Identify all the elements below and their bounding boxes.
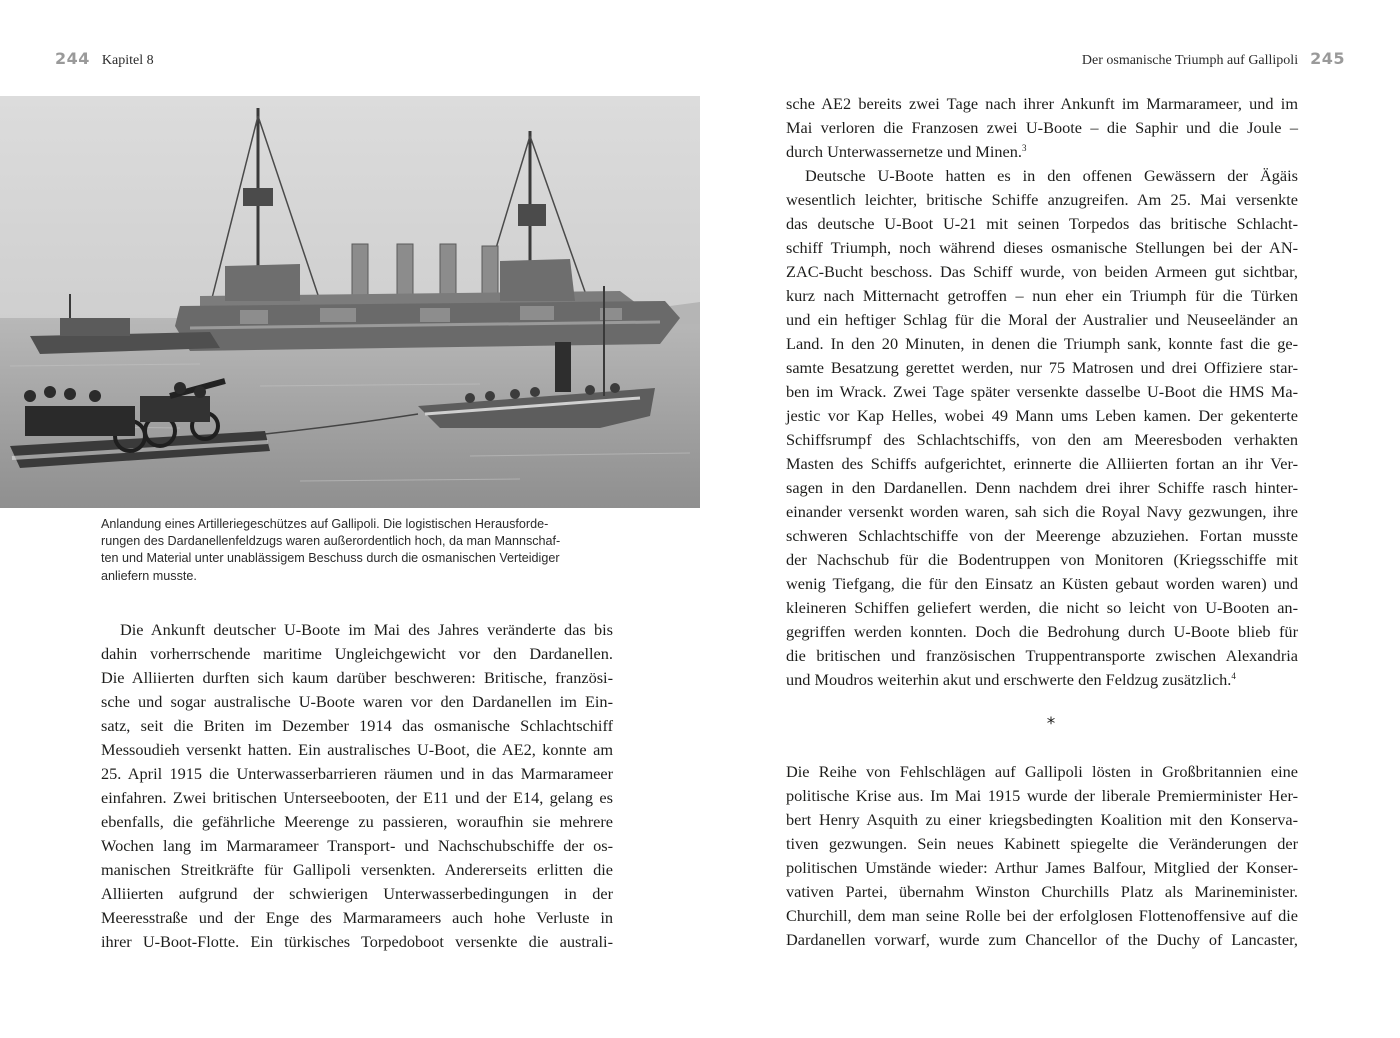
text-line: tiven gezwungen. Sein neues Kabinett spiegelte die Veränderungen der [786, 834, 1298, 853]
text-line: kleineren Schiffen geliefert werden, die nicht so leicht von U-Booten an- [786, 598, 1298, 617]
right-body-text [786, 92, 1298, 692]
photo-warship-icon [0, 96, 700, 508]
text-line: ebenfalls, die gefährliche Meerenge zu passieren, woraufhin sie mehrere [101, 812, 613, 831]
text-line: wesentlich leichter, britische Schiffe anzugreifen. Am 25. Mai versenkte [786, 190, 1298, 209]
text-line: der Nachschub für die Bodentruppen von Monitoren (Kriegsschiffe mit [786, 550, 1298, 569]
text-line: bert Henry Asquith zu einer kriegsbedingten Koalition mit den Konserva- [786, 810, 1298, 829]
text-line: sche AE2 bereits zwei Tage nach ihrer Ankunft im Marmarameer, und im [786, 94, 1298, 113]
text-line: Alliierten aufgrund der schwierigen Unterwasserbedingungen in der [101, 884, 613, 903]
text-line: Messoudieh versenkt hatten. Ein australisches U-Boot, die AE2, konnte am [101, 740, 613, 759]
text-line: sagen in den Dardanellen. Denn nachdem drei ihrer Schiffe rasch hinter- [786, 478, 1298, 497]
caption-line: anliefern musste. [101, 568, 197, 583]
text-line: 25. April 1915 die Unterwasserbarrieren räumen und in das Marmarameer [101, 764, 613, 783]
left-body-text [101, 618, 613, 954]
text-line: kurz nach Mitternacht getroffen – nun eher ein Triumph für die Türken [786, 286, 1298, 305]
figure-caption [101, 516, 616, 585]
text-line: vativen Partei, übernahm Winston Churchills Platz als Marineminister. [786, 882, 1298, 901]
text-line: ihrer U-Boot-Flotte. Ein türkisches Torpedoboot versenkte die australi- [101, 932, 613, 951]
text-line: Wochen lang im Marmarameer Transport- und Nachschubschiffe der os- [101, 836, 613, 855]
text-line [786, 140, 1298, 164]
left-page-number: 244 [55, 49, 90, 68]
historical-photo [0, 96, 700, 508]
text-line: einander versenkt worden waren, sah sich die Royal Navy gezwungen, ihre [786, 502, 1298, 521]
text-line: politischen Umstände wieder: Arthur James Balfour, Mitglied der Konser- [786, 858, 1298, 877]
text-line: Churchill, dem man seine Rolle bei der erfolglosen Flottenoffensive auf die [786, 906, 1298, 925]
text-line: dahin vorherrschende maritime Ungleichgewicht vor den Dardanellen. [101, 644, 613, 663]
text-line: jestic vor Kap Helles, wobei 49 Mann ums Leben kamen. Der gekenterte [786, 406, 1298, 425]
text-line: gegriffen werden konnten. Doch die Bedrohung durch U-Boote blieb für [786, 622, 1298, 641]
text-line: einfahren. Zwei britischen Unterseebooten, der E11 und der E14, gelang es [101, 788, 613, 807]
text-line: Dardanellen vorwarf, wurde zum Chancellor of the Duchy of Lancaster, [786, 930, 1298, 949]
text-line: Masten des Schiffs aufgerichtet, erinnerte die Alliierten fortan an ihr Ver- [786, 454, 1298, 473]
section-break-asterisk: * [1046, 714, 1056, 734]
caption-line: ten und Material unter unablässigem Beschuss durch die osmanischen Verteidiger [101, 551, 560, 566]
text-line: Die Reihe von Fehlschlägen auf Gallipoli lösten in Großbritannien eine [786, 762, 1298, 781]
left-running-head [55, 48, 154, 72]
footnote-mark: 3 [1022, 143, 1027, 153]
text-line: Schiffsrumpf des Schlachtschiffs, von den am Meeresboden verhakten [786, 430, 1298, 449]
text-line: satz, seit die Briten im Dezember 1914 das osmanische Schlachtschiff [101, 716, 613, 735]
text-line: ben im Wrack. Zwei Tage später versenkte dasselbe U-Boot die HMS Ma- [786, 382, 1298, 401]
text-line: wenig Tiefgang, die für den Einsatz an Küsten gebaut worden waren) und [786, 574, 1298, 593]
text-line: Die Ankunft deutscher U-Boote im Mai des Jahres veränderte das bis [120, 620, 613, 639]
caption-line: rungen des Dardanellenfeldzugs waren außerordentlich hoch, da man Mannschaf- [101, 534, 561, 549]
text-line: die britischen und französischen Truppentransporte zwischen Alexandria [786, 646, 1298, 665]
right-running-head [1082, 48, 1345, 72]
text-line: das deutsche U-Boot U-21 mit seinen Torpedos das britische Schlacht- [786, 214, 1298, 233]
right-page-number: 245 [1310, 49, 1345, 68]
caption-line: Anlandung eines Artilleriegeschützes auf Gallipoli. Die logistischen Herausforde- [101, 517, 549, 531]
text-line-content: durch Unterwassernetze und Minen. [786, 142, 1022, 161]
text-line: Land. In den 20 Minuten, in denen die Triumph sank, konnte fast die ge- [786, 334, 1298, 353]
text-line [786, 668, 1298, 692]
text-line: ZAC-Bucht beschoss. Das Schiff wurde, von beiden Armeen gut sichtbar, [786, 262, 1298, 281]
footnote-mark: 4 [1231, 671, 1236, 681]
text-line: sche und sogar australische U-Boote waren vor den Dardanellen im Ein- [101, 692, 613, 711]
left-chapter-title: Kapitel 8 [101, 53, 154, 68]
text-line: und ein heftiger Schlag für die Moral der Australier und Neuseeländer an [786, 310, 1298, 329]
text-line: Meeresstraße und der Enge des Marmarameers auch hohe Verluste in [101, 908, 613, 927]
text-line: schweren Schlachtschiffe von der Meerenge abzuziehen. Fortan musste [786, 526, 1298, 545]
right-chapter-title: Der osmanische Triumph auf Gallipoli [1081, 53, 1299, 68]
text-line: manischen Streitkräfte für Gallipoli versenkten. Andererseits erlitten die [101, 860, 613, 879]
text-line: Mai verloren die Franzosen zwei U-Boote – die Saphir und die Joule – [786, 118, 1298, 137]
text-line: samte Besatzung gerettet werden, nur 75 Matrosen und drei Offiziere star- [786, 358, 1298, 377]
text-line: schiff Triumph, noch während dieses osmanische Stellungen bei der AN- [786, 238, 1298, 257]
text-line-content: und Moudros weiterhin akut und erschwerte den Feldzug zusätzlich. [786, 670, 1232, 689]
text-line: Deutsche U-Boote hatten es in den offenen Gewässern der Ägäis [805, 166, 1298, 185]
text-line: politische Krise aus. Im Mai 1915 wurde der liberale Premierminister Her- [786, 786, 1298, 805]
right-body-text-section-2 [786, 760, 1298, 952]
text-line: Die Alliierten durften sich kaum darüber beschweren: Britische, französi- [101, 668, 613, 687]
